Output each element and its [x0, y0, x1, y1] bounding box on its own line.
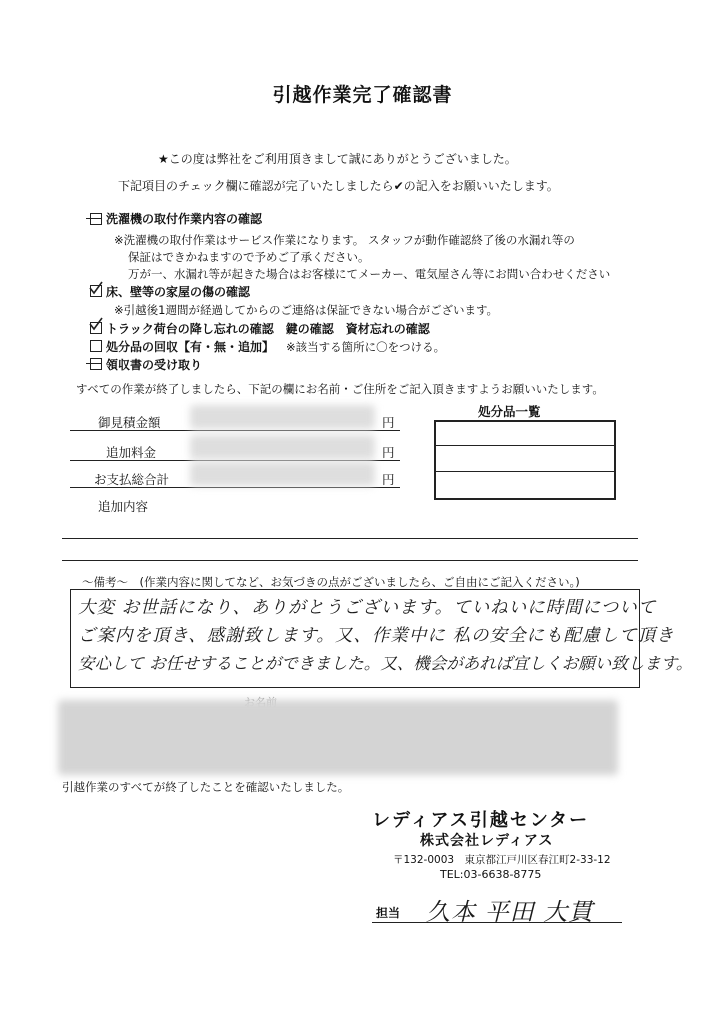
additional-content-line — [62, 538, 638, 539]
redacted-amount — [190, 435, 375, 459]
redacted-customer-info — [58, 700, 618, 775]
completion-confirmation: 引越作業のすべてが終了したことを確認いたしました。 — [62, 780, 350, 794]
strike-mark — [86, 363, 102, 364]
additional-content-line — [62, 560, 638, 561]
company-name: レディアス引越センター — [372, 810, 590, 831]
company-phone: TEL:03-6638-8775 — [440, 868, 542, 881]
staff-label: 担当 — [376, 906, 401, 920]
washer-note-2: 保証はできかねますので予めご了承ください。 — [128, 250, 370, 264]
total-payment-label: お支払総合計 — [94, 472, 170, 487]
disposal-list-row-line — [436, 471, 614, 472]
remarks-handwritten-line: 安心して お任せすることができました。又、機会があれば宜しくお願い致します。 — [78, 654, 693, 673]
estimate-line — [70, 430, 400, 431]
strike-mark — [86, 218, 102, 219]
washer-note-1: ※洗濯機の取付作業はサービス作業になります。 スタッフが動作確認終了後の水漏れ等の — [114, 233, 575, 247]
redacted-amount — [190, 462, 375, 486]
total-payment-line — [70, 487, 400, 488]
disposal-list-box — [434, 420, 616, 500]
disposal-item-title: 処分品の回収【有・無・追加】 — [106, 340, 275, 354]
currency-unit: 円 — [382, 415, 395, 430]
redacted-amount — [190, 405, 375, 429]
remarks-handwritten-line: ご案内を頂き、感謝致します。又、作業中に 私の安全にも配慮して頂き — [78, 626, 675, 646]
check-mark-icon — [88, 280, 104, 296]
disposal-note: ※該当する箇所に〇をつける。 — [286, 340, 446, 354]
currency-unit: 円 — [382, 472, 395, 487]
intro-thanks: ★この度は弊社をご利用頂きまして誠にありがとうございました。 — [158, 152, 517, 166]
additional-fee-label: 追加料金 — [106, 445, 157, 460]
damage-note: ※引越後1週間が経過してからのご連絡は保証できない場合がございます。 — [114, 303, 499, 317]
check-mark-icon — [88, 316, 104, 332]
estimate-label: 御見積金額 — [98, 415, 161, 430]
washer-checkbox[interactable] — [90, 213, 102, 225]
truck-item-title: トラック荷台の降し忘れの確認 鍵の確認 資材忘れの確認 — [106, 322, 430, 336]
company-address: 〒132-0003 東京都江戸川区春江町2-33-12 — [393, 854, 611, 866]
remarks-handwritten-line: 大変 お世話になり、ありがとうございます。ていねいに時間について — [78, 598, 657, 618]
additional-content-label: 追加内容 — [98, 499, 149, 514]
disposal-list-title: 処分品一覧 — [478, 404, 541, 419]
additional-fee-line — [70, 460, 400, 461]
company-legal-name: 株式会社レディアス — [420, 833, 554, 849]
disposal-checkbox[interactable] — [90, 340, 102, 352]
name-address-instruction: すべての作業が終了しましたら、下記の欄にお名前・ご住所をご記入頂きますようお願いいたします。 — [76, 382, 604, 396]
staff-signatures: 久本 平田 大貫 — [426, 898, 594, 926]
staff-signature-line — [372, 922, 622, 923]
remarks-label: ～備考～ (作業内容に関してなど、お気づきの点がございましたら、ご自由にご記入ください。) — [82, 575, 580, 589]
receipt-item-title: 領収書の受け取り — [106, 358, 203, 372]
receipt-checkbox[interactable] — [90, 358, 102, 370]
damage-item-title: 床、壁等の家屋の傷の確認 — [106, 285, 251, 299]
washer-note-3: 万が一、水漏れ等が起きた場合はお客様にてメーカー、電気屋さん等にお問い合わせください — [128, 267, 611, 281]
intro-instruction: 下記項目のチェック欄に確認が完了いたしましたら✔の記入をお願いいたします。 — [118, 179, 559, 193]
currency-unit: 円 — [382, 445, 395, 460]
washer-item-title: 洗濯機の取付作業内容の確認 — [106, 212, 263, 226]
document-title: 引越作業完了確認書 — [272, 84, 453, 106]
disposal-list-row-line — [436, 445, 614, 446]
